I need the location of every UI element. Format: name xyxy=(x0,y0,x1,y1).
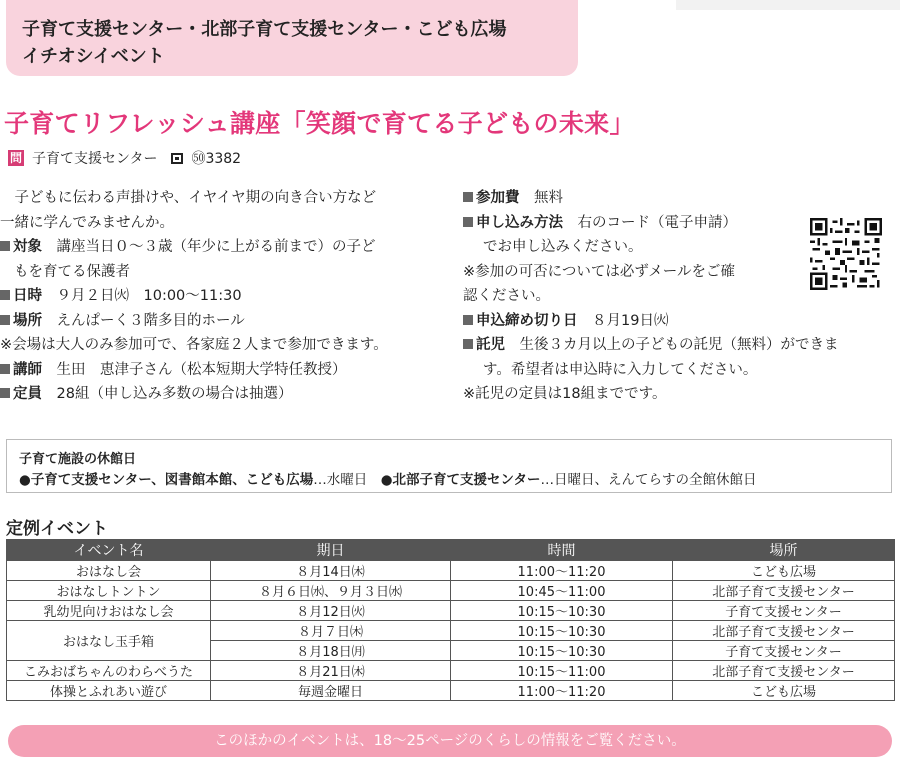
square-bullet-icon xyxy=(0,388,10,398)
table-row xyxy=(7,661,895,681)
column-header: 場所 xyxy=(673,540,895,561)
event-time-cell: 10:45～11:00 xyxy=(451,581,673,601)
target-label: 対象 xyxy=(13,239,42,255)
square-bullet-icon xyxy=(463,315,473,325)
capacity-row xyxy=(0,382,388,407)
square-bullet-icon xyxy=(463,217,473,227)
capacity-label: 定員 xyxy=(13,386,42,402)
date-text: ９月２日㈫ 10:00～11:30 xyxy=(42,288,242,304)
event-place-cell: 子育て支援センター xyxy=(673,601,895,621)
method-text-2: でお申し込みください。 xyxy=(483,239,643,255)
table-row xyxy=(7,621,895,641)
events-table xyxy=(6,539,895,701)
event-date-cell: ８月６日㈬、９月３日㈬ xyxy=(211,581,451,601)
closed-item-1-day: …水曜日 xyxy=(313,472,368,488)
event-time-cell: 10:15～10:30 xyxy=(451,621,673,641)
intro-line-1: 子どもに伝わる声掛けや、イヤイヤ期の向き合い方など xyxy=(0,190,377,206)
inquiry-tel: ㊿3382 xyxy=(191,151,242,167)
childcare-note: ※託児の定員は18組までです。 xyxy=(463,386,667,402)
childcare-text-2: す。希望者は申込時に入力してください。 xyxy=(483,361,758,378)
event-time-cell: 10:15～11:00 xyxy=(451,661,673,681)
event-name-cell: 乳幼児向けおはなし会 xyxy=(7,601,211,621)
place-text: えんぱーく３階多目的ホール xyxy=(42,312,245,329)
method-label: 申し込み方法 xyxy=(476,214,563,231)
childcare-text-1: 生後３カ月以上の子どもの託児（無料）ができま xyxy=(505,337,839,353)
table-row xyxy=(7,581,895,601)
square-bullet-icon xyxy=(463,339,473,349)
method-row xyxy=(463,211,839,236)
target-text-1: 講座当日０～３歳（年少に上がる前まで）の子ど xyxy=(42,239,376,255)
event-place-cell: 北部子育て支援センター xyxy=(673,581,895,601)
header-line-1: 子育て支援センター・北部子育て支援センター・こども広場 xyxy=(22,19,507,40)
square-bullet-icon xyxy=(0,241,10,251)
lecturer-row xyxy=(0,358,388,383)
square-bullet-icon xyxy=(0,290,10,300)
event-time-cell: 11:00～11:20 xyxy=(451,561,673,581)
event-name-cell: 体操とふれあい遊び xyxy=(7,681,211,701)
target-row xyxy=(0,235,388,260)
bullet-dot-icon: ● xyxy=(19,472,31,488)
date-label: 日時 xyxy=(13,288,42,304)
childcare-row xyxy=(463,333,839,358)
event-place-cell: こども広場 xyxy=(673,681,895,701)
footer-banner: このほかのイベントは、18～25ページのくらしの情報をご覧ください。 xyxy=(8,725,892,757)
column-header: 期日 xyxy=(211,540,451,561)
date-row xyxy=(0,284,388,309)
lecturer-label: 講師 xyxy=(13,361,42,378)
square-bullet-icon xyxy=(463,192,473,202)
closed-item-1-name: 子育て支援センター、図書館本館、こども広場 xyxy=(30,472,314,488)
event-name-cell: おはなしトントン xyxy=(7,581,211,601)
event-place-cell: 北部子育て支援センター xyxy=(673,621,895,641)
event-date-cell: ８月21日㈭ xyxy=(211,661,451,681)
deadline-label: 申込締め切り日 xyxy=(476,312,578,329)
inquiry-badge: 問 xyxy=(9,151,22,165)
event-name-cell: こみおばちゃんのわらべうた xyxy=(7,661,211,681)
event-place-cell: 北部子育て支援センター xyxy=(673,661,895,681)
deadline-row xyxy=(463,309,839,334)
confirm-note-1: ※参加の可否については必ずメールをご確 xyxy=(463,263,735,280)
fee-label: 参加費 xyxy=(476,190,520,206)
closed-item-2-day: …日曜日、えんてらすの全館休館日 xyxy=(540,472,757,488)
table-row xyxy=(7,601,895,621)
event-time-cell: 10:15～10:30 xyxy=(451,601,673,621)
closed-days-heading: 子育て施設の休館日 xyxy=(19,452,137,467)
venue-note: ※会場は大人のみ参加可で、各家庭２人まで参加できます。 xyxy=(0,337,388,353)
childcare-label: 託児 xyxy=(476,337,505,353)
events-section-title: 定例イベント xyxy=(6,519,108,539)
header-banner xyxy=(6,0,578,76)
fee-row xyxy=(463,186,839,211)
closed-item-2-name: 北部子育て支援センター xyxy=(392,472,541,488)
right-column xyxy=(463,186,839,407)
event-date-cell: 毎週金曜日 xyxy=(211,681,451,701)
target-text-2: もを育てる保護者 xyxy=(14,263,130,280)
event-place-cell: 子育て支援センター xyxy=(673,641,895,661)
deadline-text: ８月19日㈫ xyxy=(577,312,669,329)
header-line-2: イチオシイベント xyxy=(22,46,165,67)
event-date-cell: ８月12日㈫ xyxy=(211,601,451,621)
event-date-cell: ８月18日㈪ xyxy=(211,641,451,661)
event-time-cell: 11:00～11:20 xyxy=(451,681,673,701)
fee-text: 無料 xyxy=(519,190,563,206)
closed-days-body xyxy=(19,468,756,488)
intro-line-2: 一緒に学んでみませんか。 xyxy=(0,214,174,231)
table-row xyxy=(7,561,895,581)
confirm-note-2: 認ください。 xyxy=(463,288,550,304)
telephone-icon xyxy=(171,153,183,164)
inquiry-place: 子育て支援センター xyxy=(32,151,158,167)
qr-code[interactable] xyxy=(810,218,882,290)
place-row xyxy=(0,309,388,334)
left-column xyxy=(0,186,388,407)
inquiry-line xyxy=(8,146,241,170)
event-place-cell: こども広場 xyxy=(673,561,895,581)
square-bullet-icon xyxy=(0,364,10,374)
closed-days-box xyxy=(6,439,892,493)
event-name-cell: おはなし玉手箱 xyxy=(7,621,211,661)
method-text-1: 右のコード（電子申請） xyxy=(563,214,737,231)
lecturer-text: 生田 恵津子さん（松本短期大学特任教授） xyxy=(42,361,347,378)
column-header: イベント名 xyxy=(7,540,211,561)
event-date-cell: ８月７日㈭ xyxy=(211,621,451,641)
square-bullet-icon xyxy=(0,315,10,325)
column-header: 時間 xyxy=(451,540,673,561)
event-date-cell: ８月14日㈭ xyxy=(211,561,451,581)
event-title: 子育てリフレッシュ講座「笑顔で育てる子どもの未来」 xyxy=(4,109,635,138)
table-header-row xyxy=(7,540,895,561)
place-label: 場所 xyxy=(13,312,42,329)
event-time-cell: 10:15～10:30 xyxy=(451,641,673,661)
capacity-text: 28組（申し込み多数の場合は抽選） xyxy=(42,386,293,402)
bullet-dot-icon: ● xyxy=(380,472,393,488)
top-right-gray-strip xyxy=(676,0,900,10)
table-row xyxy=(7,681,895,701)
event-name-cell: おはなし会 xyxy=(7,561,211,581)
